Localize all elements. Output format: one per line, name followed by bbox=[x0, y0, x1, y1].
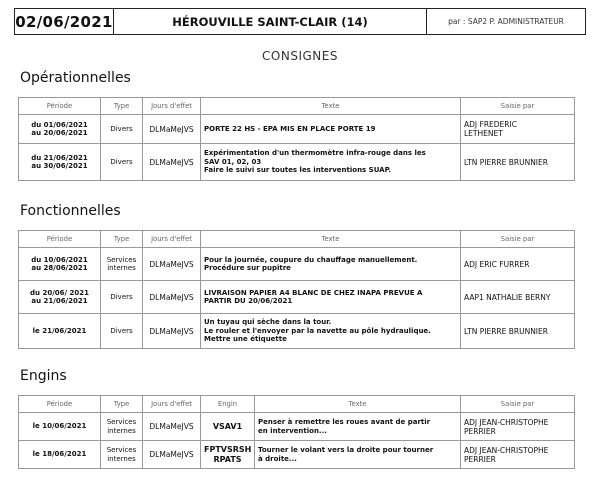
cell-jours: DLMaMeJVS bbox=[143, 281, 201, 314]
table-operationnelles bbox=[18, 97, 575, 181]
col-periode: Période bbox=[19, 231, 101, 248]
table-header-row bbox=[19, 98, 575, 115]
cell-type: Divers bbox=[101, 314, 143, 349]
cell-periode: le 21/06/2021 bbox=[19, 314, 101, 349]
cell-saisie: LTN PIERRE BRUNNIER bbox=[461, 314, 575, 349]
cell-periode: le 10/06/2021 bbox=[19, 413, 101, 441]
col-texte: Texte bbox=[255, 396, 461, 413]
section-title-operationnelles: Opérationnelles bbox=[20, 70, 131, 86]
table-row bbox=[19, 441, 575, 469]
cell-texte: Tourner le volant vers la droite pour tourner à droite... bbox=[255, 441, 461, 469]
table-engins bbox=[18, 395, 575, 469]
col-type: Type bbox=[101, 98, 143, 115]
page-title: CONSIGNES bbox=[262, 49, 338, 63]
cell-periode: le 18/06/2021 bbox=[19, 441, 101, 469]
cell-engin: FPTVSRSH RPATS bbox=[201, 441, 255, 469]
cell-jours: DLMaMeJVS bbox=[143, 441, 201, 469]
cell-jours: DLMaMeJVS bbox=[143, 413, 201, 441]
cell-texte: Pour la journée, coupure du chauffage manuellement. Procédure sur pupitre bbox=[201, 248, 461, 281]
section-title-engins: Engins bbox=[20, 368, 67, 384]
cell-texte: Un tuyau qui sèche dans la tour. Le rouler et l'envoyer par la navette au pôle hydraulique. Mettre une étiquette bbox=[201, 314, 461, 349]
table-row bbox=[19, 115, 575, 144]
col-jours: Jours d'effet bbox=[143, 396, 201, 413]
cell-periode: du 10/06/2021 au 28/06/2021 bbox=[19, 248, 101, 281]
col-periode: Période bbox=[19, 98, 101, 115]
cell-texte: PORTE 22 HS - EPA MIS EN PLACE PORTE 19 bbox=[201, 115, 461, 144]
section-title-fonctionnelles: Fonctionnelles bbox=[20, 203, 121, 219]
table-row bbox=[19, 314, 575, 349]
cell-type: Divers bbox=[101, 144, 143, 181]
table-row bbox=[19, 144, 575, 181]
cell-jours: DLMaMeJVS bbox=[143, 144, 201, 181]
cell-type: Services internes bbox=[101, 441, 143, 469]
col-saisie: Saisie par bbox=[461, 231, 575, 248]
table-header-row bbox=[19, 231, 575, 248]
table-header-row bbox=[19, 396, 575, 413]
cell-texte: Expérimentation d'un thermomètre infra-rouge dans les SAV 01, 02, 03 Faire le suivi sur toutes les interventions SUAP. bbox=[201, 144, 461, 181]
cell-texte: Penser à remettre les roues avant de partir en intervention... bbox=[255, 413, 461, 441]
header-date: 02/06/2021 bbox=[15, 9, 114, 34]
col-jours: Jours d'effet bbox=[143, 98, 201, 115]
cell-texte: LIVRAISON PAPIER A4 BLANC DE CHEZ INAPA PREVUE A PARTIR DU 20/06/2021 bbox=[201, 281, 461, 314]
table-row bbox=[19, 413, 575, 441]
col-jours: Jours d'effet bbox=[143, 231, 201, 248]
cell-type: Divers bbox=[101, 115, 143, 144]
table-row bbox=[19, 248, 575, 281]
col-texte: Texte bbox=[201, 98, 461, 115]
header-title: HÉROUVILLE SAINT-CLAIR (14) bbox=[114, 9, 427, 34]
cell-saisie: AAP1 NATHALIE BERNY bbox=[461, 281, 575, 314]
col-periode: Période bbox=[19, 396, 101, 413]
header-user: par : SAP2 P. ADMINISTRATEUR bbox=[448, 17, 564, 26]
cell-jours: DLMaMeJVS bbox=[143, 115, 201, 144]
cell-type: Services internes bbox=[101, 413, 143, 441]
cell-saisie: ADJ FREDERIC LETHENET bbox=[461, 115, 575, 144]
cell-saisie: ADJ ERIC FURRER bbox=[461, 248, 575, 281]
col-saisie: Saisie par bbox=[461, 396, 575, 413]
document-header bbox=[14, 8, 586, 35]
col-type: Type bbox=[101, 396, 143, 413]
cell-periode: du 21/06/2021 au 30/06/2021 bbox=[19, 144, 101, 181]
cell-engin: VSAV1 bbox=[201, 413, 255, 441]
cell-type: Services internes bbox=[101, 248, 143, 281]
cell-jours: DLMaMeJVS bbox=[143, 314, 201, 349]
cell-periode: du 01/06/2021 au 20/06/2021 bbox=[19, 115, 101, 144]
table-row bbox=[19, 281, 575, 314]
col-engin: Engin bbox=[201, 396, 255, 413]
cell-jours: DLMaMeJVS bbox=[143, 248, 201, 281]
cell-saisie: LTN PIERRE BRUNNIER bbox=[461, 144, 575, 181]
cell-periode: du 20/06/ 2021 au 21/06/2021 bbox=[19, 281, 101, 314]
table-fonctionnelles bbox=[18, 230, 575, 349]
col-type: Type bbox=[101, 231, 143, 248]
col-texte: Texte bbox=[201, 231, 461, 248]
cell-saisie: ADJ JEAN-CHRISTOPHE PERRIER bbox=[461, 413, 575, 441]
cell-type: Divers bbox=[101, 281, 143, 314]
cell-saisie: ADJ JEAN-CHRISTOPHE PERRIER bbox=[461, 441, 575, 469]
col-saisie: Saisie par bbox=[461, 98, 575, 115]
